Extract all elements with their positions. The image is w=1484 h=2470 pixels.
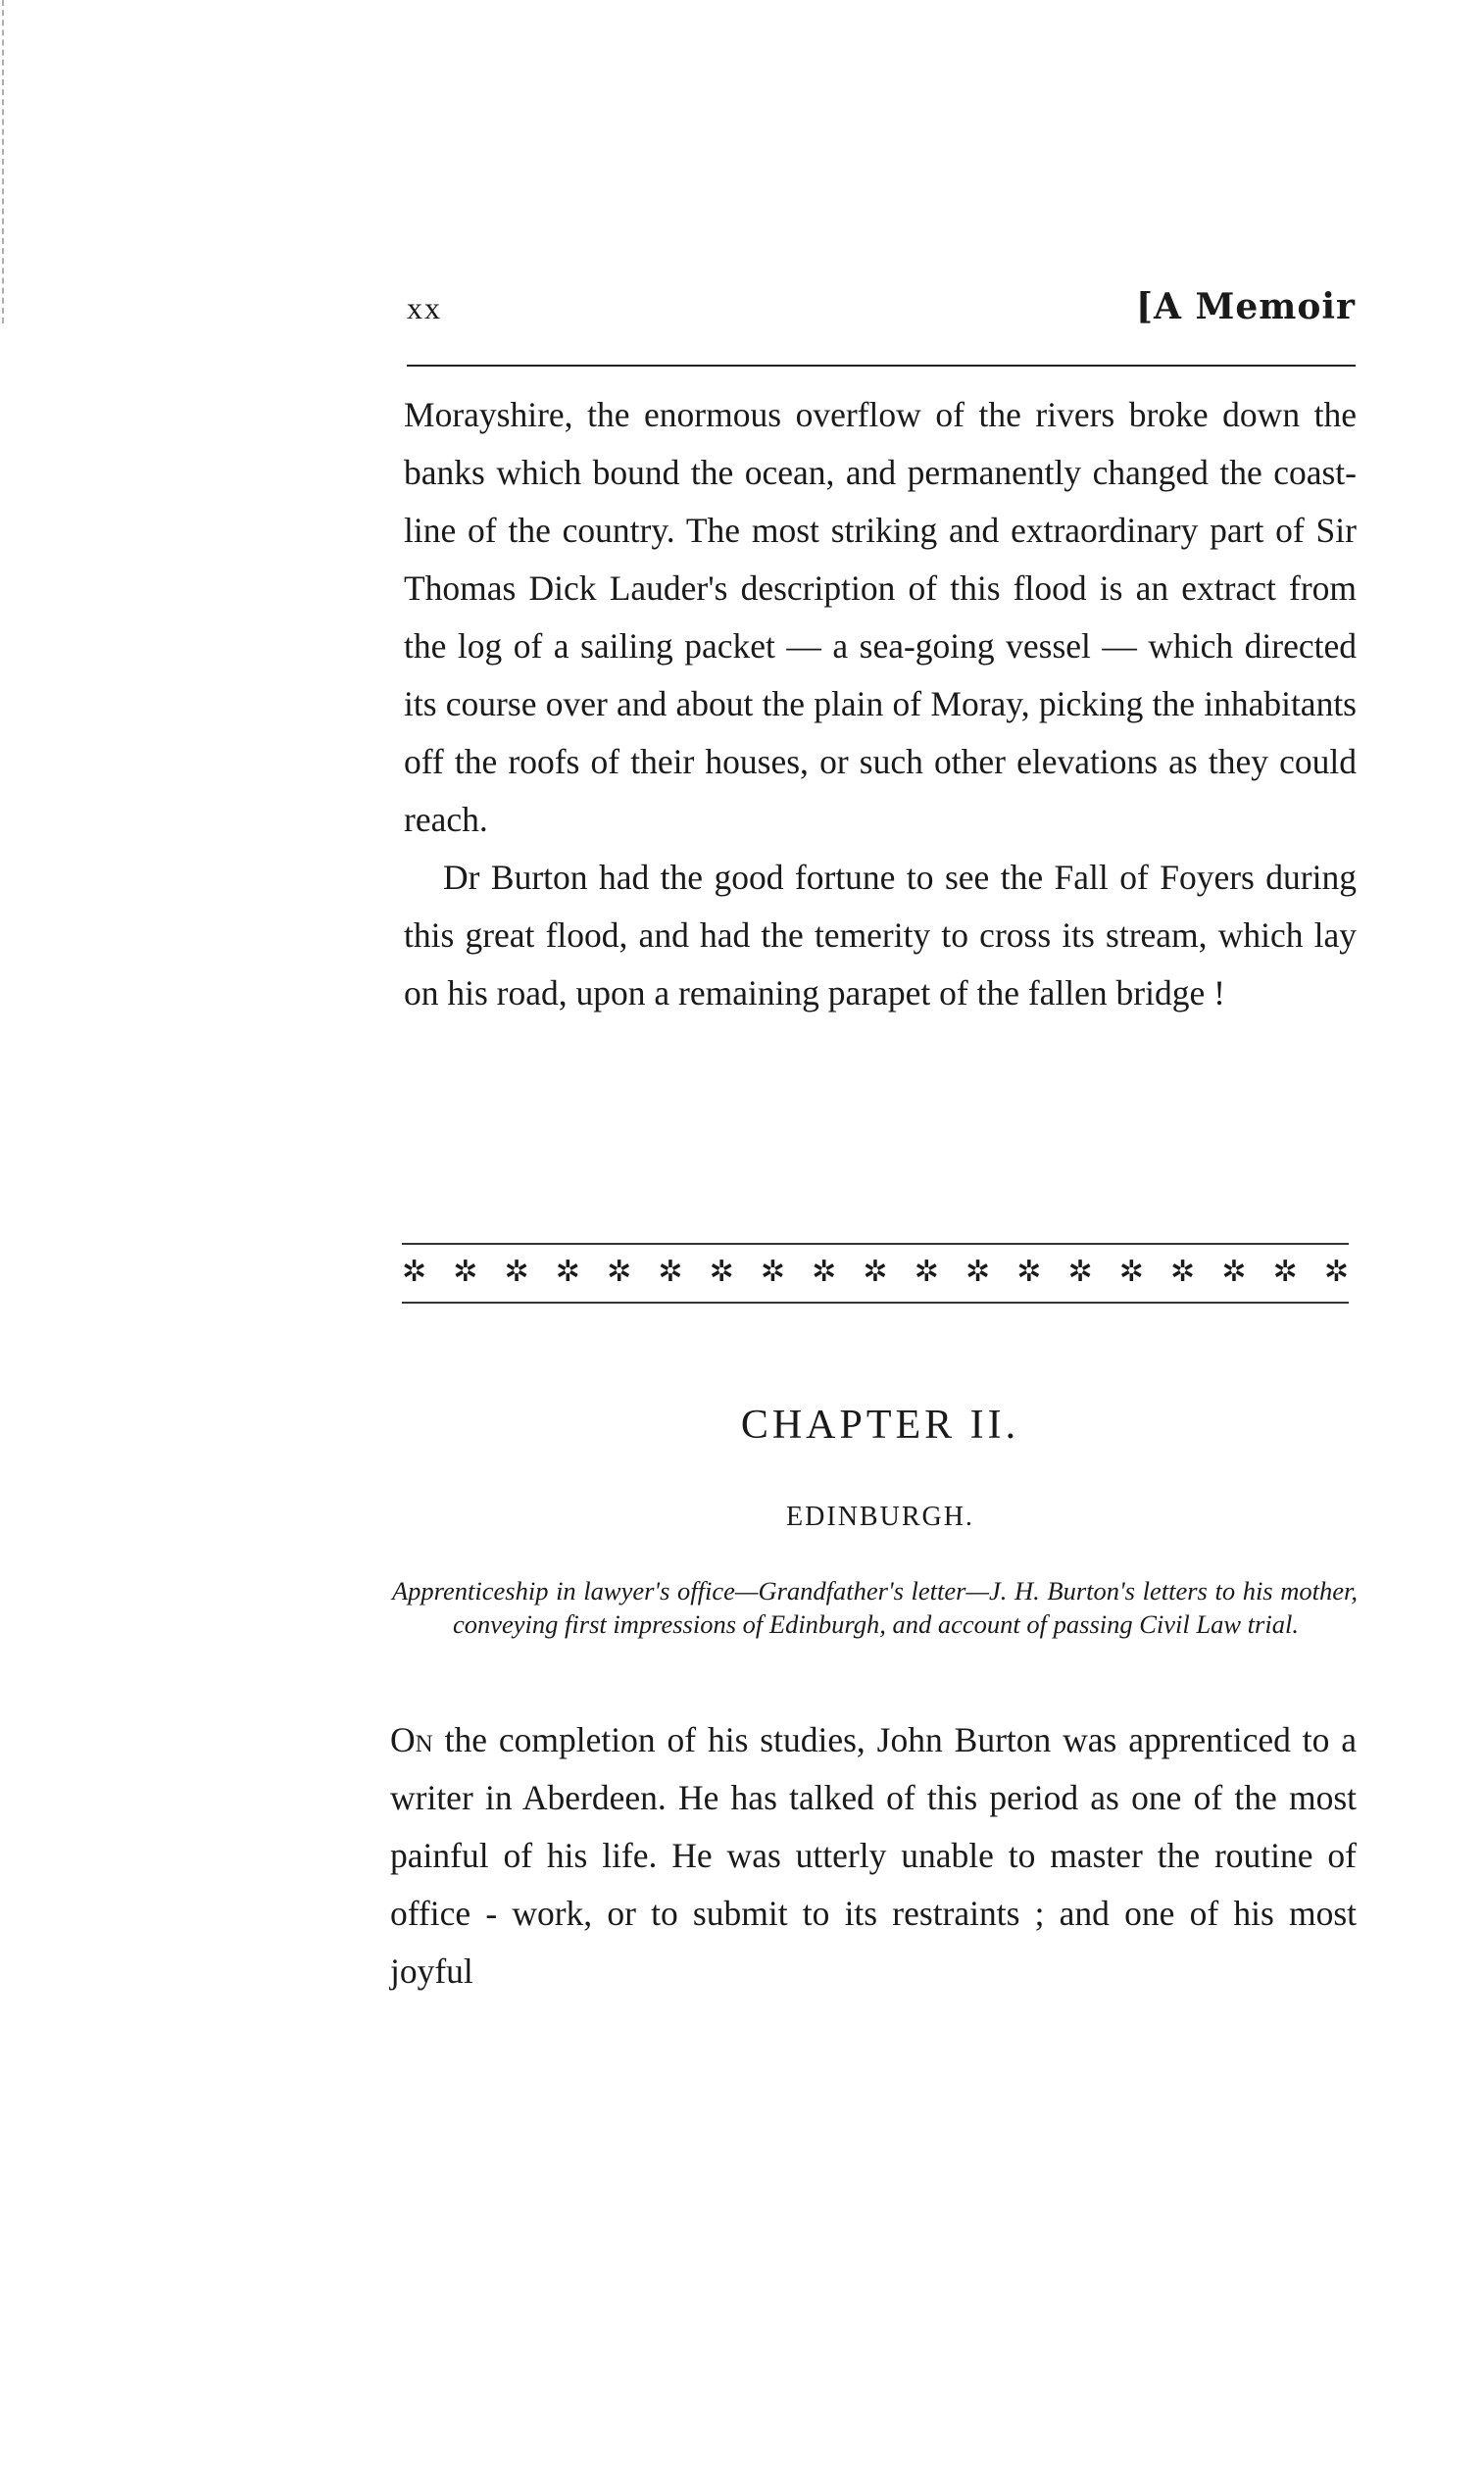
header-rule [407,365,1356,367]
page-number: xx [407,290,442,325]
ornament-rule-bottom [402,1302,1349,1304]
chapter-heading: CHAPTER II. [740,1403,1020,1448]
continued-text [404,386,1357,1022]
paragraph [390,1711,1357,2001]
section-ornament [402,1243,1349,1304]
chapter-opening-text [390,1711,1357,2001]
paragraph: Morayshire, the enormous overflow of the rivers broke down the banks which bound the ocean, and permanently changed the coast-line of the country. The most striking and extraordinary part of Sir Thomas Dick Lauder's description of this flood is an extract from the log of a sailing packet — a sea-going vessel — which directed its course over and about the plain of Moray, picking the inhabitants off the roofs of their houses, or such other elevations as they could reach. [404,395,1357,839]
running-head [407,286,1356,335]
opening-paragraph-text: the completion of his studies, John Burton was apprenticed to a writer in Aberdeen. He has talked of this period as one of the most painful of his life. He was utterly unable to master the routine of office - work, or to submit to its restraints ; and one of his most joyful [390,1720,1357,1991]
chapter-subtitle: EDINBURGH. [786,1502,974,1532]
asterism-row: ✲ ✲ ✲ ✲ ✲ ✲ ✲ ✲ ✲ ✲ ✲ ✲ ✲ ✲ ✲ ✲ ✲ ✲ ✲ [402,1256,1349,1288]
paragraph: Dr Burton had the good fortune to see the Fall of Foyers during this great flood, and had the temerity to cross its stream, which lay on his road, upon a remaining parapet of the fallen bridge ! [404,858,1357,1013]
chapter-synopsis [392,1574,1358,1641]
ornament-rule-top [402,1243,1349,1245]
scan-edge-mark [2,0,10,323]
running-title: [A Memoir [1136,286,1356,327]
synopsis-text: Apprenticeship in lawyer's office—Grandfather's letter—J. H. Burton's letters to his mother, conveying first impressions of Edinburgh, and account of passing Civil Law trial. [392,1576,1358,1639]
opening-word: On [390,1720,433,1759]
